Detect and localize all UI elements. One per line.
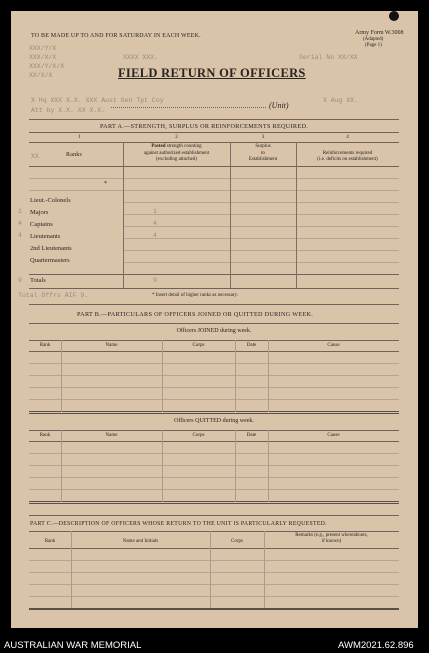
- page-label: (Page 1): [365, 43, 382, 48]
- part-a-heading: PART A.—STRENGTH, SURPLUS OR REINFORCEMENTS REQUIRED.: [100, 123, 309, 130]
- part-c-col-remarks-1: Remarks (e.g., present whereabouts,: [295, 533, 368, 538]
- col-num-1: 1: [78, 135, 81, 140]
- part-c-heading-rule: [29, 531, 399, 532]
- totals-left-count: 9: [18, 277, 22, 284]
- col-num-rule: [29, 142, 399, 143]
- col-divider: [268, 340, 269, 412]
- ranks-header: Ranks: [66, 152, 82, 158]
- archive-footer: [0, 638, 429, 653]
- row-rule: [29, 477, 399, 478]
- surplus-header-1: Surplus: [255, 144, 271, 149]
- rank-row-6: Quartermasters: [30, 257, 70, 264]
- surplus-header-3: Establishment: [248, 157, 278, 162]
- stamp-line-3: XXX/Y/X/X: [29, 63, 65, 70]
- top-instruction: TO BE MADE UP TO AND FOR SATURDAY IN EACH WEEK.: [31, 33, 201, 39]
- date-entry: X Aug XX.: [323, 97, 359, 104]
- unit-underline: [111, 107, 266, 108]
- stamp-line-4: XX/X/X: [29, 72, 53, 79]
- part-c-col-name: Name and Initials: [122, 539, 159, 544]
- punch-hole: [389, 11, 399, 21]
- handwritten-total-note: Total Offrs AIF 9.: [18, 292, 89, 299]
- quitted-bottom-rule: [29, 501, 399, 504]
- quitted-title: Officers QUITTED during week.: [174, 418, 254, 424]
- page-title: FIELD RETURN OF OFFICERS: [118, 66, 306, 80]
- rank-row-3: Captains: [30, 221, 53, 228]
- rank-row-4: Lieutenants: [30, 233, 61, 240]
- joined-col-rank: Rank: [39, 343, 51, 348]
- posted-header-1: Posted strength counting: [151, 144, 202, 149]
- quitted-col-cause: Cause: [327, 433, 340, 438]
- col-divider: [71, 531, 72, 608]
- col-num-3: 3: [261, 135, 265, 140]
- quitted-col-corps: Corps: [192, 433, 205, 438]
- row-rule: [29, 560, 399, 561]
- row-rule: [29, 399, 399, 400]
- col-num-4: 4: [346, 135, 349, 140]
- col-divider: [210, 531, 211, 608]
- joined-col-corps: Corps: [192, 343, 205, 348]
- col-divider: [230, 142, 231, 288]
- part-c-heading: PART C.—DESCRIPTION OF OFFICERS WHOSE RETURN TO THE UNIT IS PARTICULARLY REQUESTED.: [30, 521, 327, 527]
- part-c-col-remarks-2: if known): [321, 539, 342, 544]
- ref-left: XXXX XXX.: [123, 54, 159, 61]
- captains-left-count: 4: [18, 220, 22, 227]
- col-divider: [264, 531, 265, 608]
- col-divider: [235, 430, 236, 502]
- part-c-col-rank: Rank: [44, 539, 56, 544]
- row-rule: [29, 596, 399, 597]
- part-c-top-rule: [29, 515, 399, 516]
- part-a-heading-rule: [29, 132, 399, 133]
- quitted-col-rule: [29, 441, 399, 442]
- posted-header-3: (excluding attached): [156, 157, 197, 162]
- handwritten-marker: XX: [31, 153, 39, 160]
- row-rule: [29, 178, 399, 179]
- unit-entry: X Hq XXX X.X. XXX Aust Gen Tpt Coy: [31, 97, 164, 104]
- row-rule: [123, 202, 399, 203]
- unit-label: (Unit): [269, 101, 289, 110]
- col-divider: [235, 340, 236, 412]
- stamp-line-1: XXX/Y/X: [29, 45, 57, 52]
- joined-col-name: Name: [105, 343, 118, 348]
- col-divider: [268, 430, 269, 502]
- rank-row-1: Lieut.-Colonels: [30, 197, 71, 204]
- row-rule: [29, 584, 399, 585]
- row-rule: [123, 226, 399, 227]
- surplus-header-2: to: [261, 151, 265, 156]
- rank-row-5: 2nd Lieutenants: [30, 245, 72, 252]
- part-a-footnote: * Insert detail of higher ranks as necessary.: [152, 293, 239, 298]
- asterisk-mark: *: [104, 181, 108, 187]
- joined-title: Officers JOINED during week.: [176, 328, 252, 334]
- header-bottom-rule: [29, 166, 399, 167]
- col-num-2: 2: [175, 135, 178, 140]
- part-c-bottom-rule: [29, 608, 399, 610]
- part-c-col-corps: Corps: [231, 539, 243, 544]
- quitted-header-rule: [29, 430, 399, 431]
- form-sheet: [11, 11, 418, 628]
- stamp-line-2: XXX/X/X: [29, 54, 57, 61]
- part-b-top-rule: [29, 304, 399, 305]
- col-divider: [123, 142, 124, 288]
- row-rule: [123, 262, 399, 263]
- col-divider: [61, 430, 62, 502]
- col-divider: [162, 340, 163, 412]
- totals-top-rule: [29, 274, 399, 275]
- totals-posted: 9: [153, 277, 157, 284]
- footer-accession-number: AWM2021.62.896: [338, 640, 414, 651]
- reinf-header-1: Reinforcements required: [322, 151, 373, 156]
- unit-entry-2: Att by X.X. XX X.X.: [31, 107, 106, 114]
- row-rule: [29, 572, 399, 573]
- row-rule: [29, 465, 399, 466]
- row-rule: [29, 489, 399, 490]
- majors-left-count: 1: [18, 208, 22, 215]
- row-rule: [29, 363, 399, 364]
- captains-posted: 4: [153, 220, 157, 227]
- joined-col-cause: Cause: [327, 343, 340, 348]
- part-b-heading-rule: [29, 323, 399, 324]
- col-divider: [61, 340, 62, 412]
- row-rule: [29, 453, 399, 454]
- part-b-heading: PART B.—PARTICULARS OF OFFICERS JOINED OR QUITTED DURING WEEK.: [77, 311, 314, 318]
- lieutenants-posted: 4: [153, 232, 157, 239]
- reinf-header-2: (i.e. deficits on establishment): [317, 157, 378, 162]
- row-rule: [123, 250, 399, 251]
- army-form-label: Army Form W.3008: [355, 30, 404, 36]
- majors-posted: 1: [153, 208, 157, 215]
- lieutenants-left-count: 4: [18, 232, 22, 239]
- joined-col-rule: [29, 351, 399, 352]
- totals-label: Totals: [30, 277, 46, 284]
- footer-institution: AUSTRALIAN WAR MEMORIAL: [4, 640, 142, 651]
- joined-bottom-rule: [29, 411, 399, 414]
- totals-bottom-rule: [29, 288, 399, 289]
- joined-col-date: Date: [246, 343, 257, 348]
- col-divider: [296, 142, 297, 288]
- row-rule: [29, 387, 399, 388]
- ref-right: Serial No XX/XX: [299, 54, 358, 61]
- col-divider: [162, 430, 163, 502]
- joined-header-rule: [29, 340, 399, 341]
- part-c-col-rule: [29, 548, 399, 549]
- row-rule: [29, 190, 399, 191]
- adapted-label: (Adapted): [363, 37, 384, 42]
- quitted-col-name: Name: [105, 433, 118, 438]
- part-a-top-rule: [29, 119, 399, 120]
- quitted-col-date: Date: [246, 433, 257, 438]
- quitted-col-rank: Rank: [39, 433, 51, 438]
- row-rule: [29, 375, 399, 376]
- row-rule: [123, 238, 399, 239]
- row-rule: [123, 214, 399, 215]
- rank-row-2: Majors: [30, 209, 49, 216]
- posted-header-2: against authorized establishment: [143, 151, 210, 156]
